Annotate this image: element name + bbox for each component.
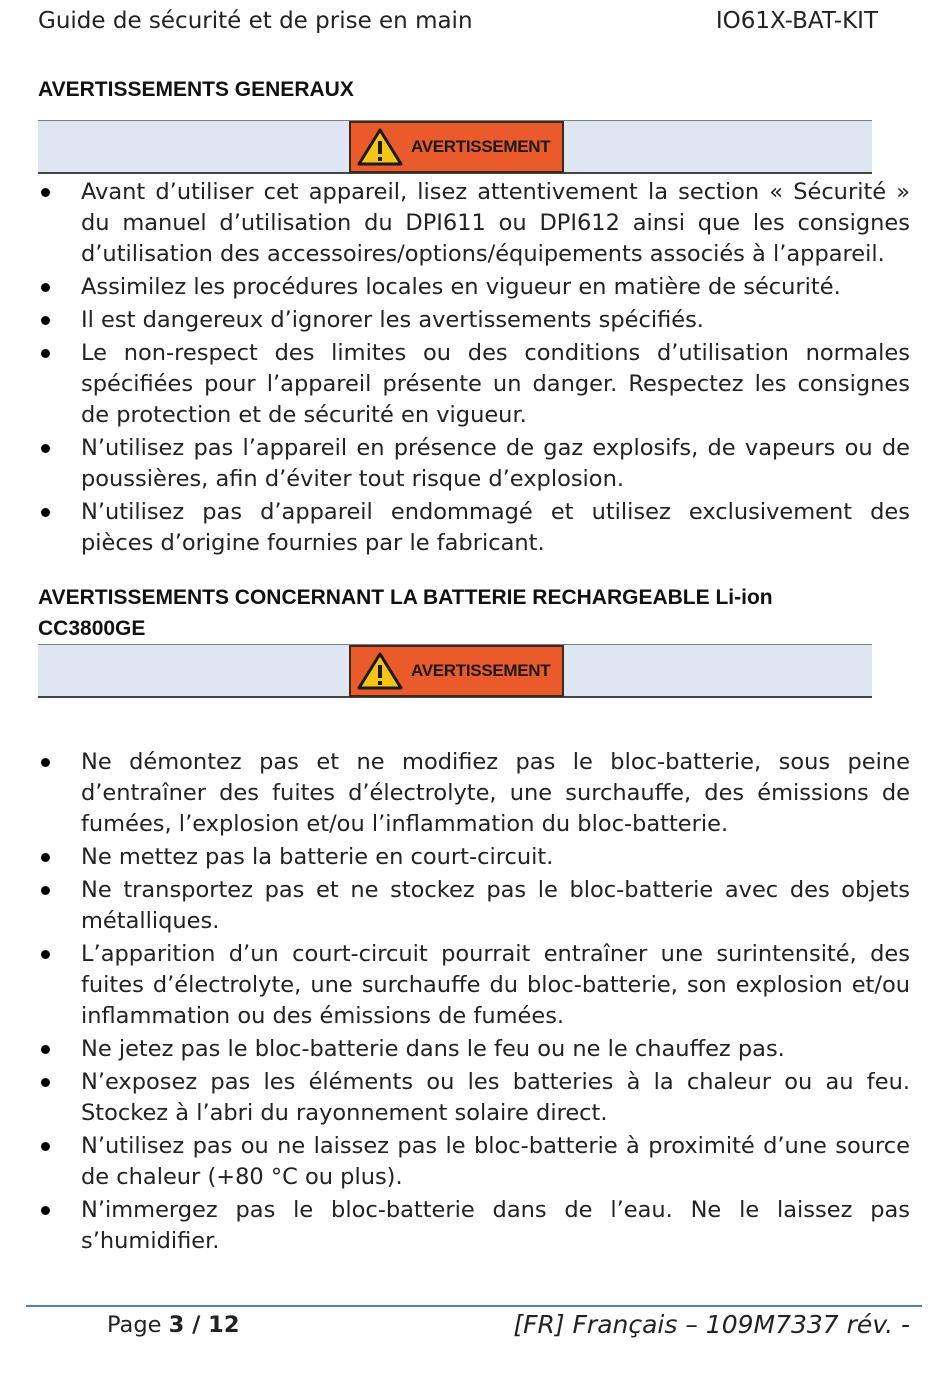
list-item: Ne transportez pas et ne stockez pas le bloc-batterie avec des objets métalliques. [38, 875, 910, 937]
bullet-icon [41, 444, 50, 453]
bullet-icon [41, 1045, 50, 1054]
document-model: IO61X-BAT-KIT [715, 8, 878, 34]
bullet-icon [41, 188, 50, 197]
section-heading-line: CC3800GE [38, 617, 146, 640]
page-number: Page 3 / 12 [107, 1312, 240, 1338]
warning-badge [349, 121, 564, 173]
bullet-icon [41, 1206, 50, 1215]
list-item: N’utilisez pas ou ne laissez pas le bloc-batterie à proximité d’une source de chaleur (+80 °C ou plus). [38, 1131, 910, 1193]
bullet-icon [41, 1078, 50, 1087]
list-item: Ne jetez pas le bloc-batterie dans le feu ou ne le chauffez pas. [38, 1034, 910, 1065]
list-item: N’utilisez pas d’appareil endommagé et utilisez exclusivement des pièces d’origine fournies par le fabricant. [38, 497, 910, 559]
bullet-icon [41, 508, 50, 517]
battery-warnings-list [38, 747, 910, 1259]
list-item: N’exposez pas les éléments ou les batteries à la chaleur ou au feu. Stockez à l’abri du rayonnement solaire direct. [38, 1067, 910, 1129]
warning-badge [349, 645, 564, 697]
section-heading-line: AVERTISSEMENTS CONCERNANT LA BATTERIE RECHARGEABLE Li-ion [38, 586, 773, 609]
warning-band [38, 120, 872, 174]
bullet-icon [41, 758, 50, 767]
list-item: Avant d’utiliser cet appareil, lisez attentivement la section « Sécurité » du manuel d’utilisation du DPI611 ou DPI612 ainsi que les consignes d’utilisation des accessoires/options/équipements associés à l’appareil. [38, 177, 910, 270]
list-item: L’apparition d’un court-circuit pourrait entraîner une surintensité, des fuites d’électrolyte, une surchauffe du bloc-batterie, son explosion et/ou inflammation ou des émissions de fumées. [38, 939, 910, 1032]
warning-triangle-icon [357, 127, 403, 167]
warning-badge-label: AVERTISSEMENT [411, 137, 551, 156]
bullet-icon [41, 349, 50, 358]
warning-badge-label: AVERTISSEMENT [411, 661, 551, 680]
bullet-icon [41, 950, 50, 959]
list-item: Ne mettez pas la batterie en court-circuit. [38, 842, 910, 873]
document-title: Guide de sécurité et de prise en main [38, 8, 473, 34]
section-heading-general-warnings: AVERTISSEMENTS GENERAUX [38, 78, 354, 101]
list-item: Il est dangereux d’ignorer les avertissements spécifiés. [38, 305, 910, 336]
bullet-icon [41, 283, 50, 292]
document-reference: [FR] Français – 109M7337 rév. - [513, 1310, 910, 1339]
section-heading-battery-warnings [38, 582, 773, 644]
list-item: Assimilez les procédures locales en vigueur en matière de sécurité. [38, 272, 910, 303]
bullet-icon [41, 886, 50, 895]
bullet-icon [41, 853, 50, 862]
bullet-icon [41, 316, 50, 325]
list-item: N’utilisez pas l’appareil en présence de gaz explosifs, de vapeurs ou de poussières, afin d’éviter tout risque d’explosion. [38, 433, 910, 495]
warning-band [38, 644, 872, 698]
list-item: N’immergez pas le bloc-batterie dans de l’eau. Ne le laissez pas s’humidifier. [38, 1195, 910, 1257]
general-warnings-list [38, 177, 910, 561]
list-item: Le non-respect des limites ou des conditions d’utilisation normales spécifiées pour l’appareil présente un danger. Respectez les consignes de protection et de sécurité en vigueur. [38, 338, 910, 431]
warning-triangle-icon [357, 651, 403, 691]
list-item: Ne démontez pas et ne modifiez pas le bloc-batterie, sous peine d’entraîner des fuites d’électrolyte, une surchauffe, des émissions de fumées, l’explosion et/ou l’inflammation du bloc-batterie. [38, 747, 910, 840]
bullet-icon [41, 1142, 50, 1151]
footer-rule [26, 1305, 922, 1307]
